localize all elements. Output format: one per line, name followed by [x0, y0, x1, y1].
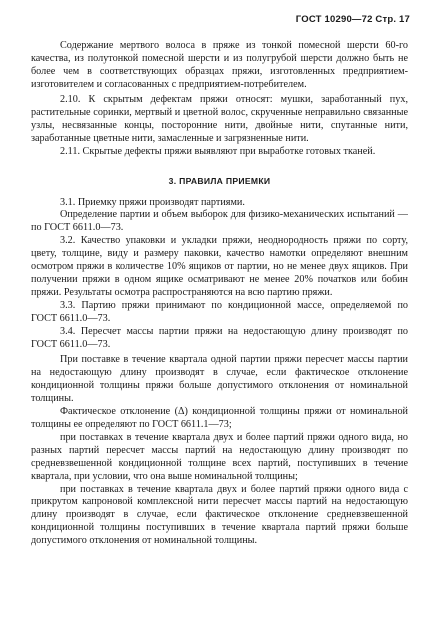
paragraph: 3.2. Качество упаковки и укладки пряжи, неоднородность пряжи по сорту, цвету, толщине, виду и размеру паковки, качество намотки определяют внешним осмотром пряжи в количестве 10% ящиков от партии, но не менее двух ящиков. При получении пряжи в одном ящике осматривают не менее 20% початков или бобин пряжи. Результаты осмотра распространяются на всю партию пряжи. [31, 235, 408, 299]
paragraph: 3.3. Партию пряжи принимают по кондиционной массе, определяемой по ГОСТ 6611.0—73. [31, 300, 408, 325]
paragraph: 3.1. Приемку пряжи производят партиями. [60, 196, 245, 208]
paragraph: Фактическое отклонение (Δ) кондиционной толщины пряжи от номинальной толщины ее определяют по ГОСТ 6611.1—73; [31, 405, 408, 430]
paragraph: 2.10. К скрытым дефектам пряжи относят: мушки, заработанный пух, растительные соринки, мертвый и цветной волос, скрученные неправильно связанные узлы, несвязанные концы, посторонние нити, двойные нити, спутанные нити, заработанные цветные нити, замасленные и загрязненные нити. [31, 93, 408, 144]
paragraph: Содержание мертвого волоса в пряже из тонкой помесной шерсти 60-го качества, из полутонкой помесной шерсти и из полугрубой шерсти должно быть не более чем в соответствующих образцах пряжи, изготовленных предприятием-изготовителем и согласованных с предприятием-потребителем. [31, 40, 408, 90]
page-header: ГОСТ 10290—72 Стр. 17 [295, 14, 410, 25]
paragraph: 3.4. Пересчет массы партии пряжи на недостающую длину производят по ГОСТ 6611.0—73. [31, 326, 408, 351]
paragraph: Определение партии и объем выборок для физико-механических испытаний — по ГОСТ 6611.0—73. [31, 209, 408, 234]
paragraph: 2.11. Скрытые дефекты пряжи выявляют при выработке готовых тканей. [60, 145, 376, 157]
document-body [31, 40, 408, 548]
paragraph: при поставках в течение квартала двух и более партий пряжи одного вида, но разных партий пересчет массы партий на недостающую длину производят по средневзвешенной кондиционной толщине всех партий, поступивших в течение квартала, при условии, что она выше номинальной толщины; [31, 431, 408, 482]
paragraph: При поставке в течение квартала одной партии пряжи пересчет массы партии на недостающую длину производят в случае, если фактическое отклонение кондиционной толщины пряжи больше допустимого отклонения от номинальной толщины. [31, 353, 408, 404]
paragraph: при поставках в течение квартала двух и более партий пряжи одного вида с прикрутом капроновой комплексной нити пересчет массы партий на недостающую длину производят в случае, если фактическое отклонение средневзвешенной кондиционной толщины поступивших в течение квартала партий пряжи больше допустимого отклонения от номинальной толщины. [31, 483, 408, 547]
section-heading: 3. ПРАВИЛА ПРИЕМКИ [168, 175, 271, 186]
